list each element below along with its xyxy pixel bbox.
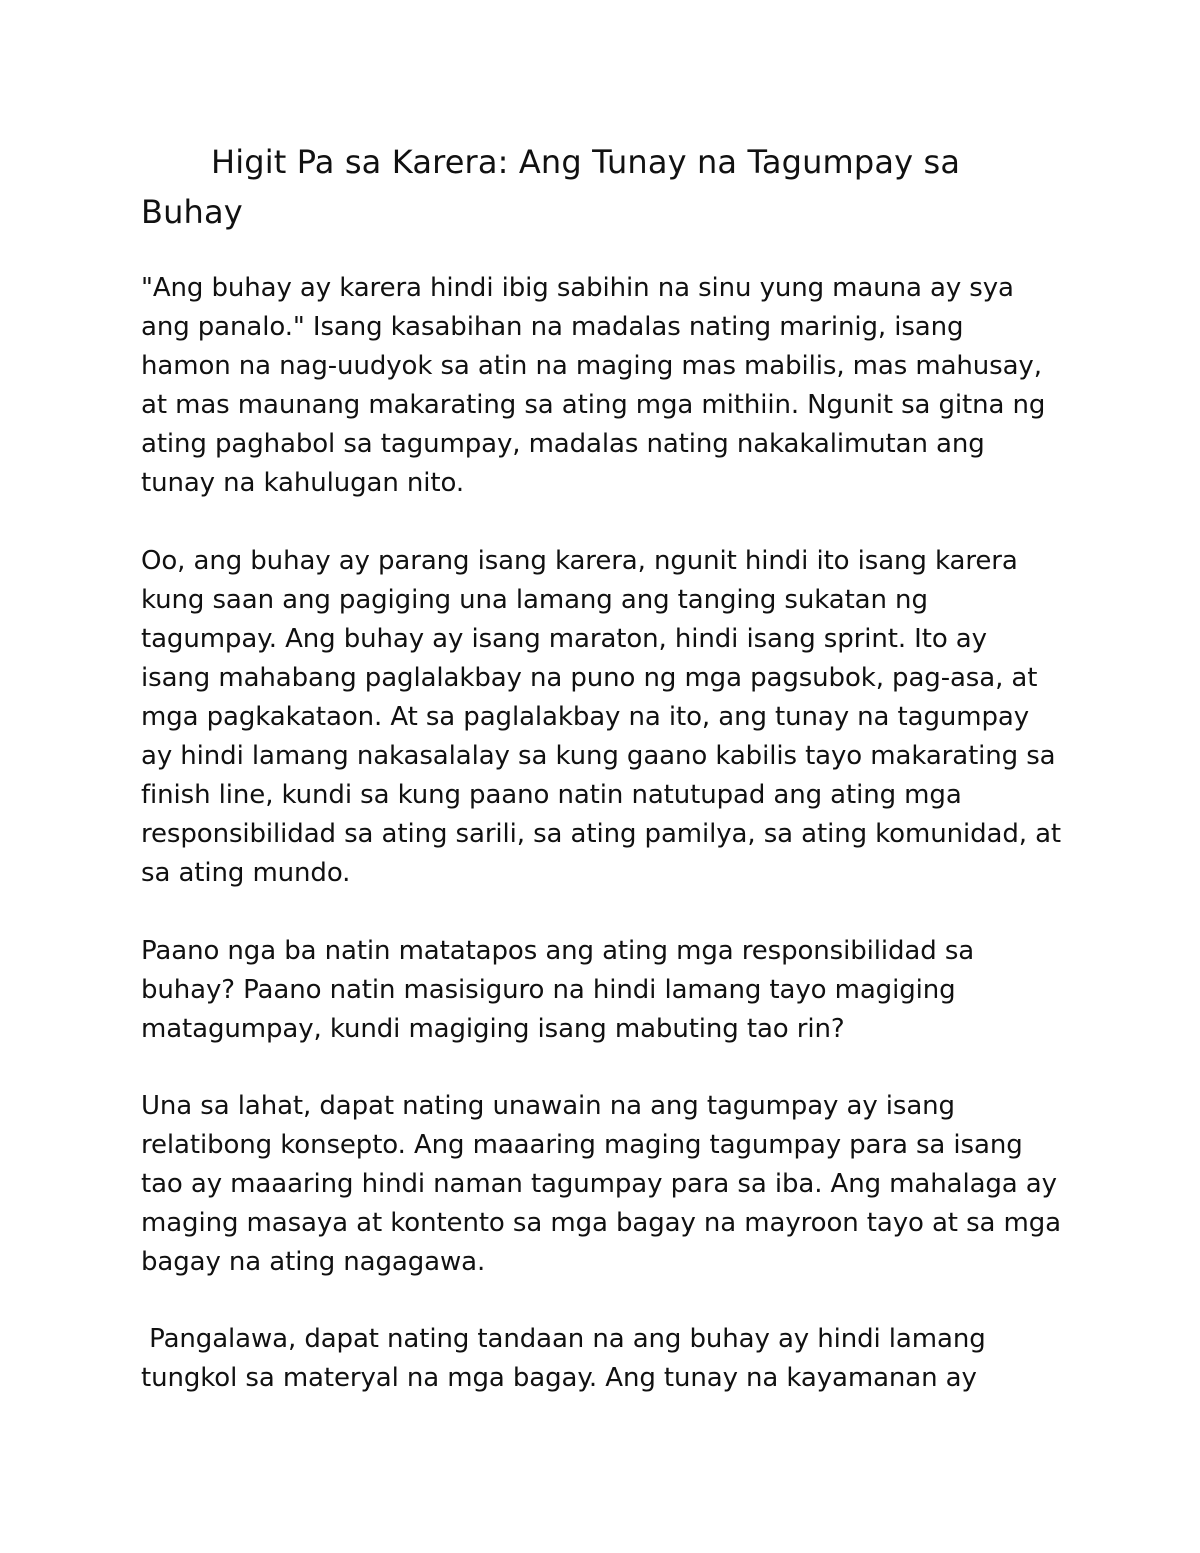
paragraph-1: "Ang buhay ay karera hindi ibig sabihin na sinu yung mauna ay sya ang panalo." Isang kasabihan na madalas nating marinig, isang hamon na nag-uudyok sa atin na maging mas mabilis, mas mahusay, at mas maunang makarating sa ating mga mithiin. Ngunit sa gitna ng ating paghabol sa tagumpay, madalas nating nakakalimutan ang tunay na kahulugan nito.	[141, 273, 1046, 498]
document-title: Higit Pa sa Karera: Ang Tunay na Tagumpay sa Buhay	[141, 143, 961, 231]
paragraph-5: Pangalawa, dapat nating tandaan na ang buhay ay hindi lamang tungkol sa materyal na mga bagay. Ang tunay na kayamanan ay	[141, 1324, 994, 1393]
paragraph-2: Oo, ang buhay ay parang isang karera, ngunit hindi ito isang karera kung saan ang pagiging una lamang ang tanging sukatan ng tagumpay. Ang buhay ay isang maraton, hindi isang sprint. Ito ay isang mahabang paglalakbay na puno ng mga pagsubok, pag-asa, at mga pagkakataon. At sa paglalakbay na ito, ang tunay na tagumpay ay hindi lamang nakasalalay sa kung gaano kabilis tayo makarating sa finish line, kundi sa kung paano natin natutupad ang ating mga responsibilidad sa ating sarili, sa ating pamilya, sa ating komunidad, at sa ating mundo.	[141, 546, 1061, 888]
document-body	[141, 137, 1061, 1398]
paragraph-4: Una sa lahat, dapat nating unawain na ang tagumpay ay isang relatibong konsepto. Ang maaaring maging tagumpay para sa isang tao ay maaaring hindi naman tagumpay para sa iba. Ang mahalaga ay maging masaya at kontento sa mga bagay na mayroon tayo at sa mga bagay na ating nagagawa.	[141, 1091, 1061, 1277]
paragraph-3: Paano nga ba natin matatapos ang ating mga responsibilidad sa buhay? Paano natin masisiguro na hindi lamang tayo magiging matagumpay, kundi magiging isang mabuting tao rin?	[141, 936, 975, 1044]
